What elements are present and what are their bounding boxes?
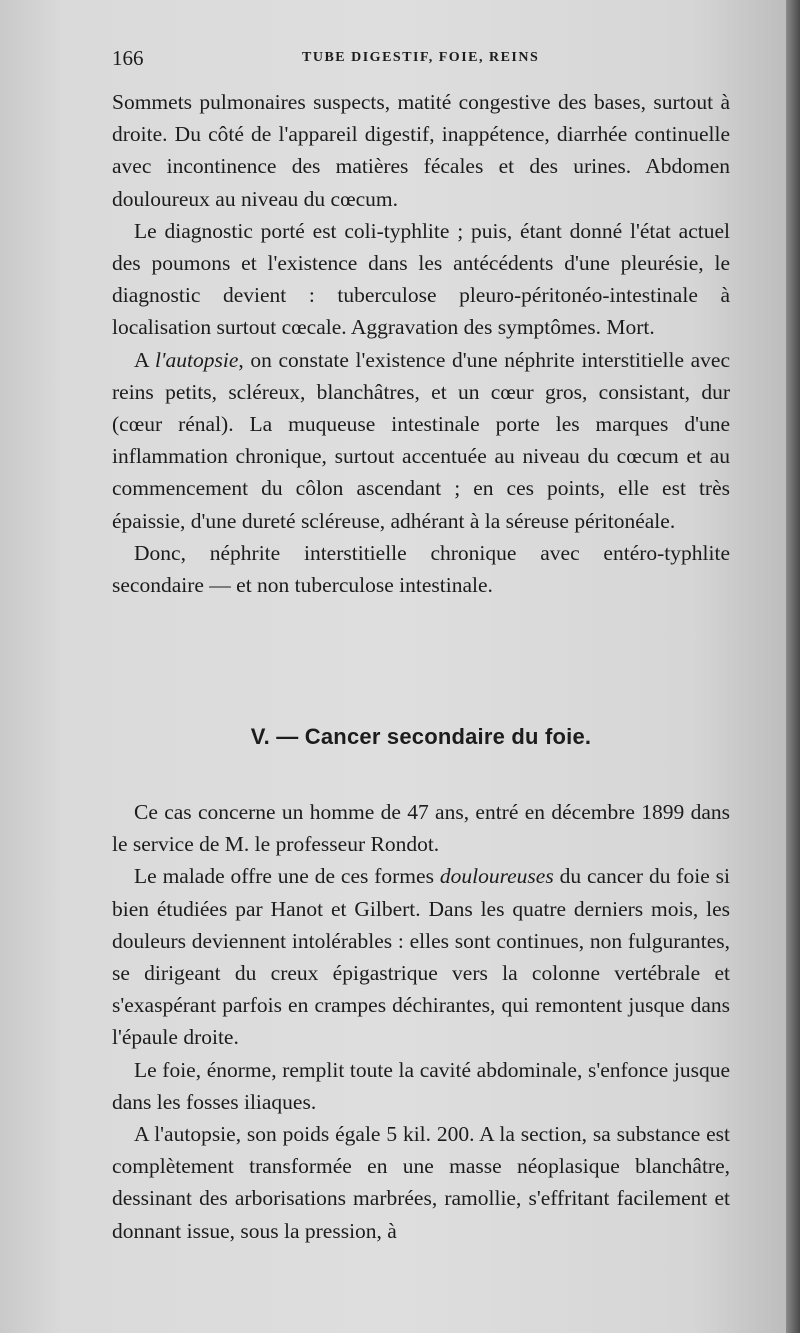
running-head: TUBE DIGESTIF, FOIE, REINS [302,50,540,65]
paragraph: Ce cas concerne un homme de 47 ans, entré en décembre 1899 dans le service de M. le professeur Rondot. [112,800,730,857]
page-edge-shadow [786,0,800,1333]
paragraph: A l'autopsie, son poids égale 5 kil. 200. A la section, sa substance est complètement transformée en une masse néoplasique blanchâtre, dessinant des arborisations marbrées, ramollie, s'effritant facilement et donnant issue, sous la pression, à [112,1122,730,1243]
paragraph [112,860,730,1053]
text-block-liver-cancer [112,796,730,1247]
text-run: A [134,347,155,372]
text-run: , on constate l'existence d'une néphrite interstitielle avec reins petits, scléreux, blanchâtres, et un cœur gros, consistant, dur (cœur rénal). La muqueuse intestinale porte les marques d'une inflammation chronique, surtout accentuée au niveau du cœcum et au commencement du côlon ascendant ; en ces points, elle est très épaissie, d'une dureté scléreuse, adhérant à la séreuse péritonéale. [112,347,730,533]
section-title: V. — Cancer secondaire du foie. [250,724,592,749]
paragraph [112,344,730,537]
italic-term: douloureuses [439,864,554,889]
paragraph: Donc, néphrite interstitielle chronique avec entéro-typhlite secondaire — et non tuberculose intestinale. [112,540,730,598]
paragraph: Le diagnostic porté est coli-typhlite ; puis, étant donné l'état actuel des poumons et l'existence dans les antécédents d'une pleurésie, le diagnostic devient : tuberculose pleuro-péritonéo-intestinale à localisation surtout cœcale. Aggravation des symptômes. Mort. [112,218,730,340]
page-number: 166 [112,46,144,70]
paragraph: Le foie, énorme, remplit toute la cavité abdominale, s'enfonce jusque dans les fosses iliaques. [112,1057,730,1114]
paragraph: Sommets pulmonaires suspects, matité congestive des bases, surtout à droite. Du côté de l'appareil digestif, inappétence, diarrhée continuelle avec incontinence des matières fécales et des urines. Abdomen douloureux au niveau du cœcum. [112,90,730,211]
text-run: Le malade offre une de ces formes [134,864,440,889]
text-run: du cancer du foie si bien étudiées par Hanot et Gilbert. Dans les quatre derniers mois, les douleurs deviennent intolérables : elles sont continues, non fulgurantes, se dirigeant du creux épigastrique vers la colonne vertébrale et s'exaspérant parfois en crampes déchirantes, qui remontent jusque dans l'épaule droite. [112,864,730,1050]
italic-term: l'autopsie [154,347,239,372]
text-block-case-nephritis [112,86,730,601]
page-header [112,44,732,74]
